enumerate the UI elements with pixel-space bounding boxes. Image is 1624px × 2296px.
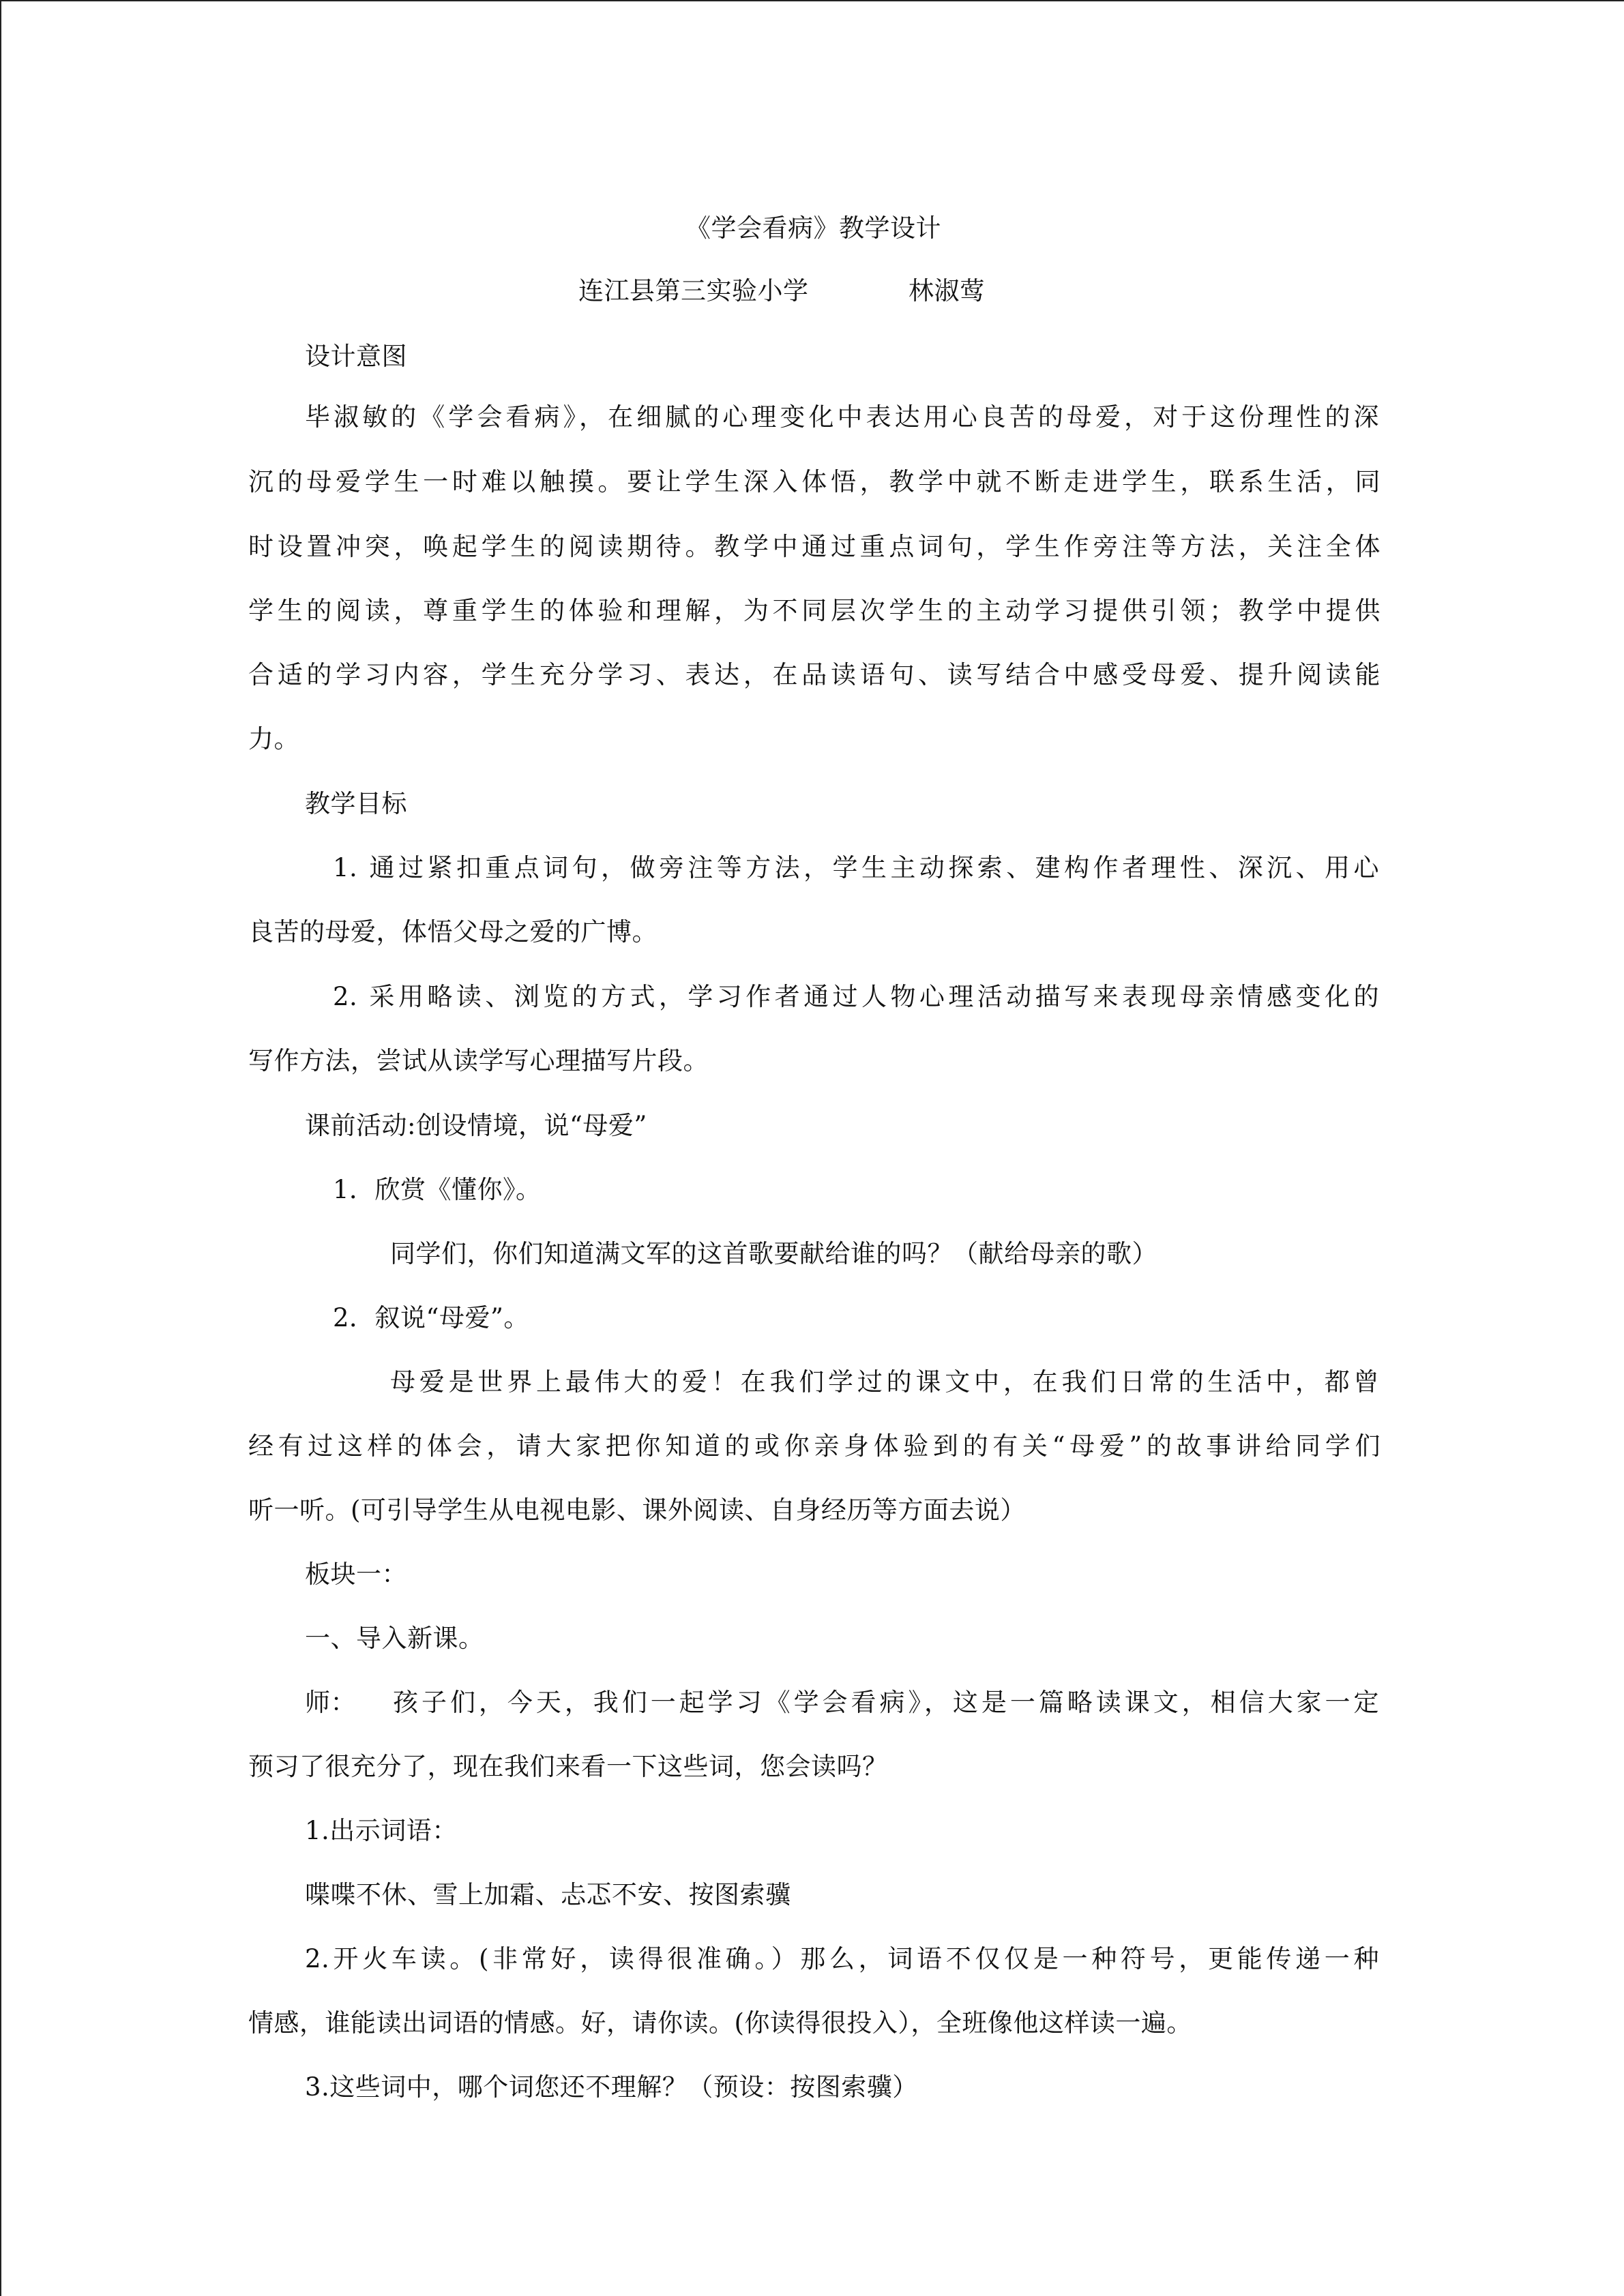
goal-line: 2. 采用略读、浏览的方式，学习作者通过人物心理活动描写来表现母亲情感变化的 [333, 982, 1379, 1011]
section-heading-goals: 教学目标 [305, 789, 407, 818]
pre-activity-text: 听一听。(可引导学生从电视电影、课外阅读、自身经历等方面去说） [248, 1495, 1026, 1525]
design-intent-line: 沉的母爱学生一时难以触摸。要让学生深入体悟，教学中就不断走进学生，联系生活，同 [248, 467, 1381, 496]
step-line: 2.开火车读。(非常好，读得很准确。）那么，词语不仅仅是一种符号，更能传递一种 [305, 1944, 1379, 1973]
teacher-line: 预习了很充分了，现在我们来看一下这些词，您会读吗？ [248, 1752, 888, 1781]
design-intent-line: 力。 [248, 724, 299, 754]
pre-activity-text: 同学们，你们知道满文军的这首歌要献给谁的吗？（献给母亲的歌） [390, 1239, 1157, 1268]
pre-activity-item: 2．叙说“母爱”。 [333, 1303, 529, 1332]
author-school: 连江县第三实验小学 [578, 276, 809, 305]
block-heading: 板块一： [305, 1560, 407, 1589]
words-line: 喋喋不休、雪上加霜、忐忑不安、按图索骥 [305, 1880, 791, 1909]
goal-line: 写作方法，尝试从读学写心理描写片段。 [248, 1046, 709, 1075]
pre-activity-item: 1．欣赏《懂你》。 [333, 1175, 542, 1204]
design-intent-line: 毕淑敏的《学会看病》，在细腻的心理变化中表达用心良苦的母爱，对于这份理性的深 [305, 402, 1379, 432]
section-heading-design-intent: 设计意图 [305, 342, 407, 371]
pre-activity-text: 母爱是世界上最伟大的爱！在我们学过的课文中，在我们日常的生活中，都曾 [390, 1367, 1379, 1397]
design-intent-line: 时设置冲突，唤起学生的阅读期待。教学中通过重点词句，学生作旁注等方法，关注全体 [248, 532, 1381, 561]
step-line: 情感，谁能读出词语的情感。好，请你读。(你读得很投入），全班像他这样读一遍。 [248, 2008, 1192, 2038]
teacher-label: 师： [305, 1688, 356, 1717]
pre-activity-text: 经有过这样的体会，请大家把你知道的或你亲身体验到的有关“母爱”的故事讲给同学们 [248, 1431, 1381, 1461]
step-line: 1.出示词语： [305, 1816, 458, 1845]
pre-activity-heading: 课前活动:创设情境，说“母爱” [305, 1111, 647, 1140]
design-intent-line: 学生的阅读，尊重学生的体验和理解，为不同层次学生的主动学习提供引领；教学中提供 [248, 596, 1381, 625]
intro-heading: 一、导入新课。 [305, 1624, 484, 1653]
teacher-line: 孩子们，今天，我们一起学习《学会看病》，这是一篇略读课文，相信大家一定 [393, 1688, 1379, 1717]
design-intent-line: 合适的学习内容，学生充分学习、表达，在品读语句、读写结合中感受母爱、提升阅读能 [248, 660, 1381, 689]
goal-line: 1. 通过紧扣重点词句，做旁注等方法，学生主动探索、建构作者理性、深沉、用心 [333, 853, 1379, 882]
document-title: 《学会看病》教学设计 [685, 213, 941, 243]
step-line: 3.这些词中，哪个词您还不理解？（预设：按图索骥） [305, 2072, 918, 2102]
goal-line: 良苦的母爱，体悟父母之爱的广博。 [248, 917, 658, 946]
author-name: 林淑莺 [909, 276, 986, 305]
